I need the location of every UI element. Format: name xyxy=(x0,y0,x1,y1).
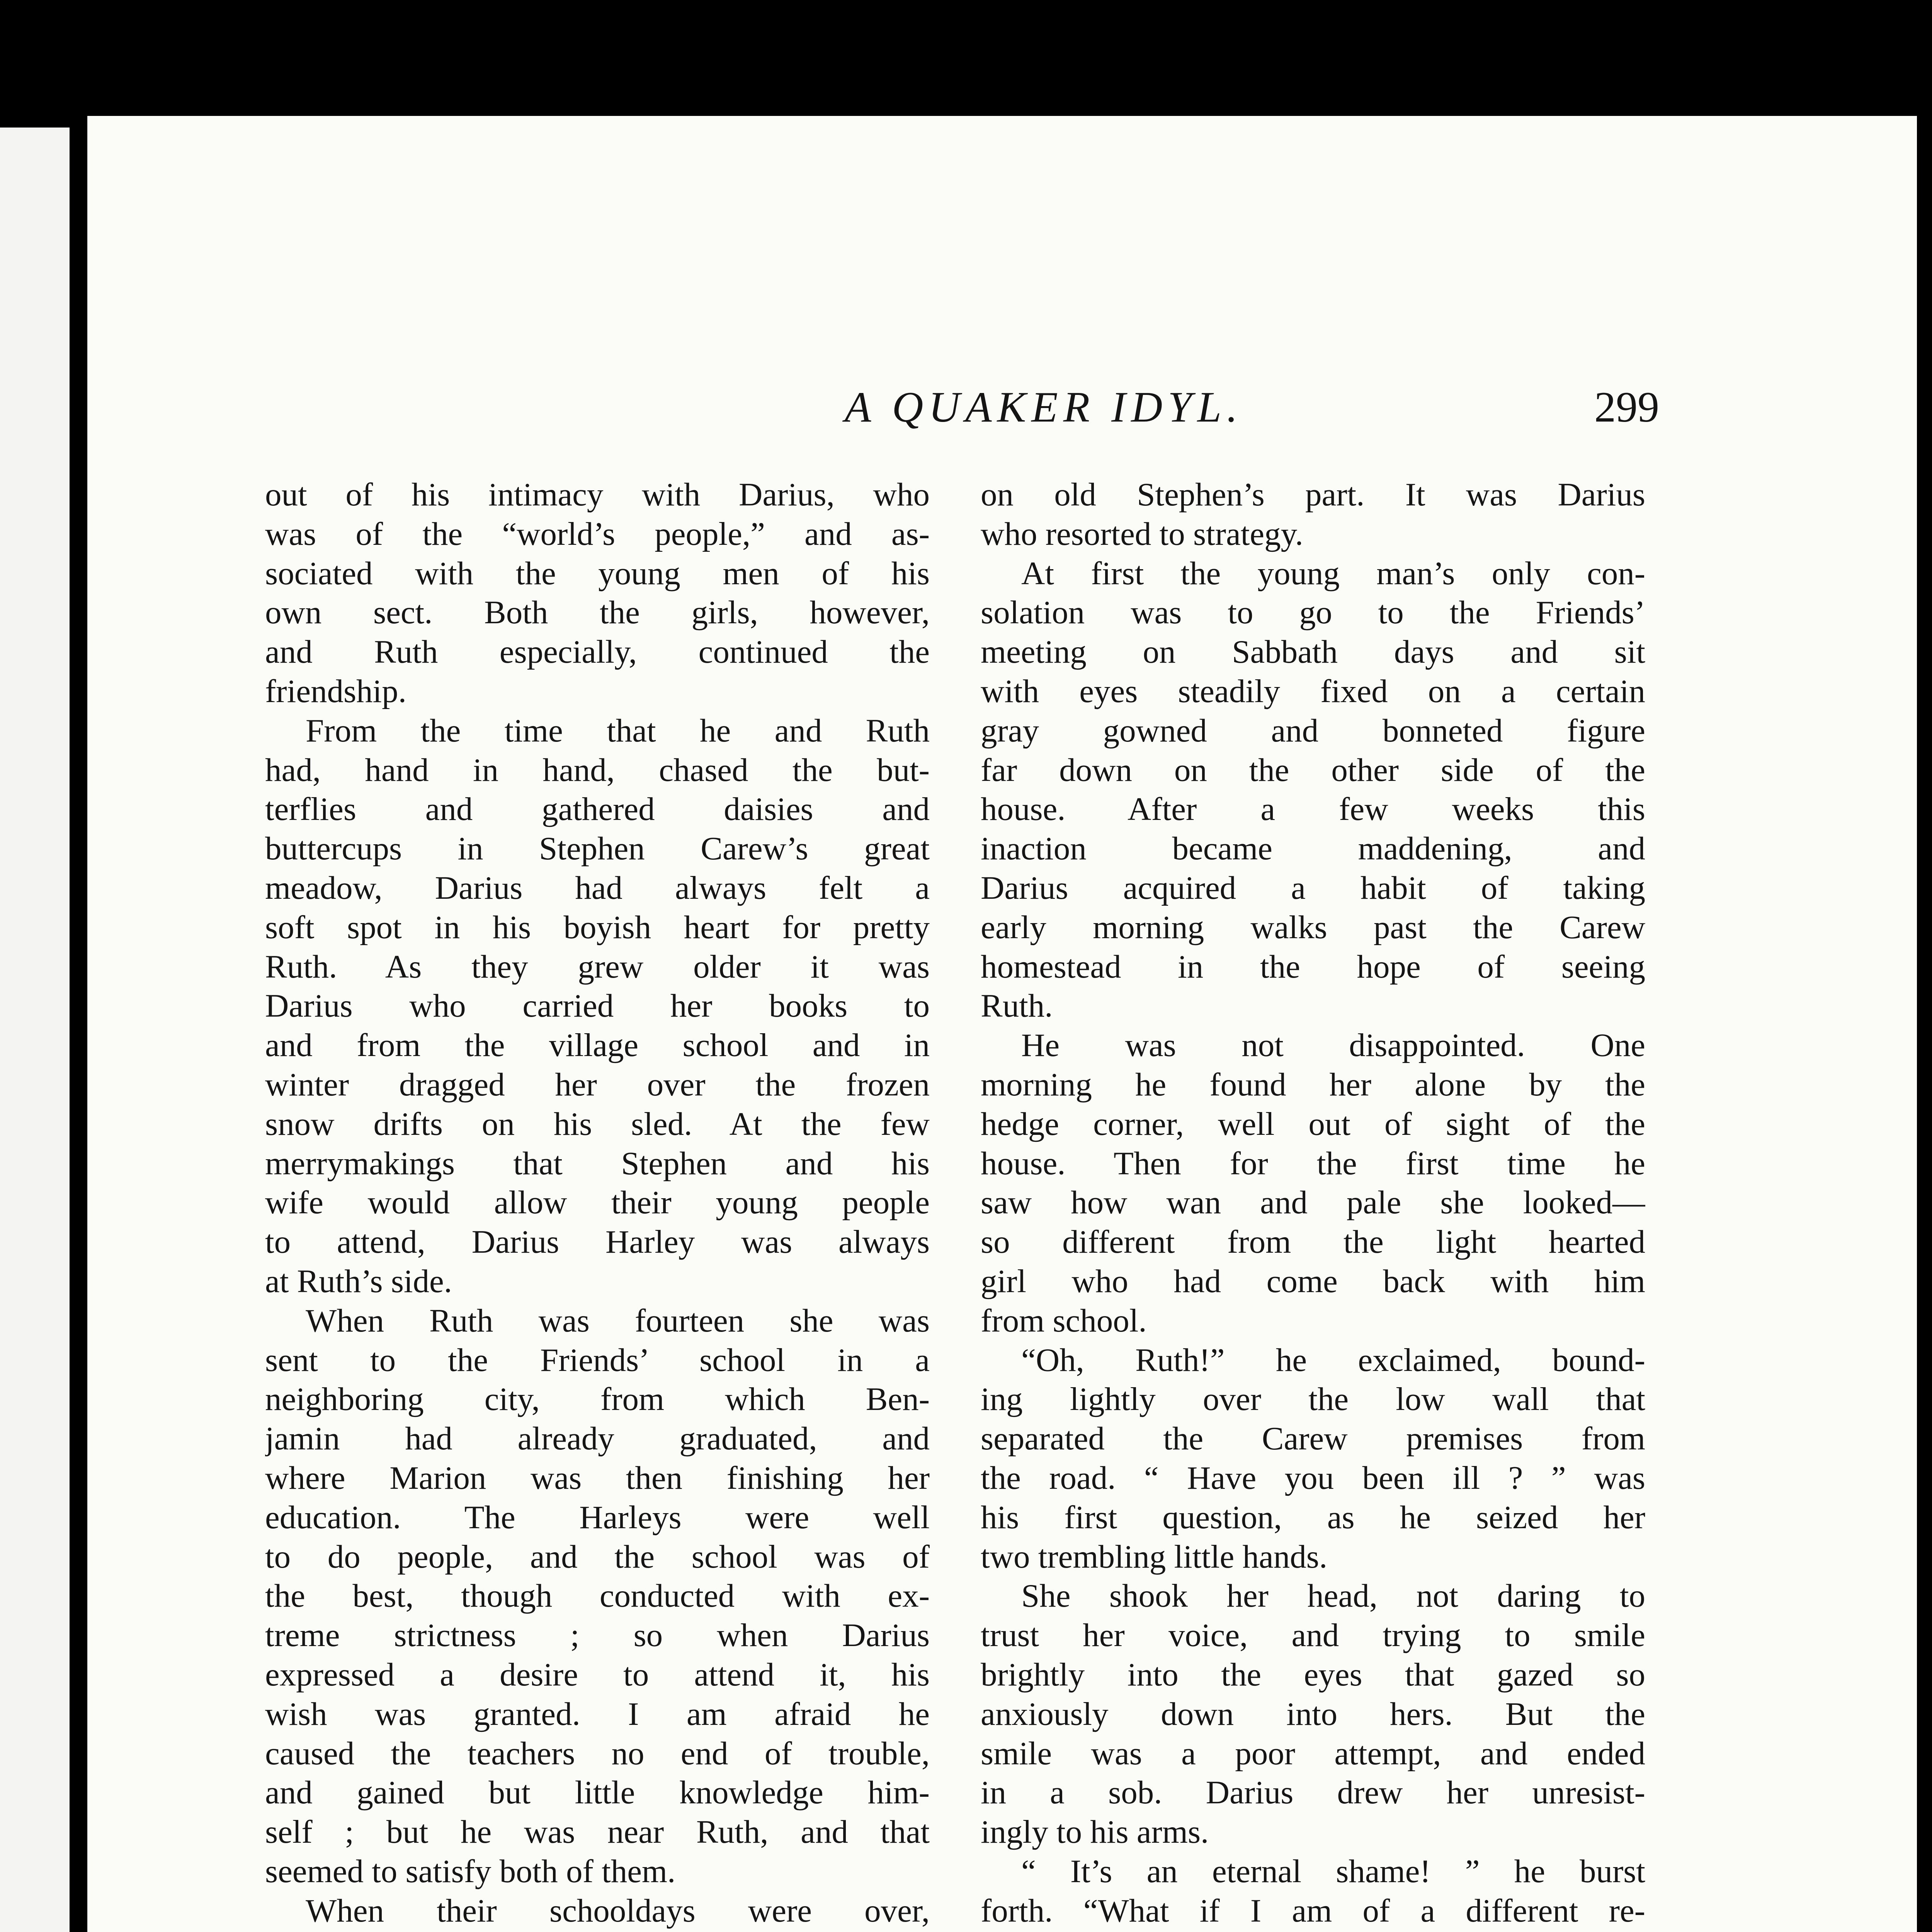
text-line: sent to the Friends’ school in a xyxy=(265,1342,930,1378)
text-line: Darius who carried her books to xyxy=(265,988,930,1024)
text-line: far down on the other side of the xyxy=(981,752,1645,788)
text-line: separated the Carew premises from xyxy=(981,1420,1645,1457)
text-line: ingly to his arms. xyxy=(981,1814,1209,1850)
text-line: anxiously down into hers. But the xyxy=(981,1696,1645,1732)
text-line: wish was granted. I am afraid he xyxy=(265,1696,930,1732)
text-line: gray gowned and bonneted figure xyxy=(981,712,1645,749)
text-column-left xyxy=(265,475,930,1932)
text-line: From the time that he and Ruth xyxy=(306,712,930,749)
text-line: Darius acquired a habit of taking xyxy=(981,869,1645,906)
text-line: terflies and gathered daisies and xyxy=(265,791,930,828)
text-line: treme strictness ; so when Darius xyxy=(265,1617,930,1654)
text-line: so different from the light hearted xyxy=(981,1224,1645,1260)
text-line: to do people, and the school was of xyxy=(265,1538,930,1575)
book-page xyxy=(87,116,1917,1932)
text-line: house. After a few weeks this xyxy=(981,791,1645,828)
text-line: When their schooldays were over, xyxy=(306,1892,930,1929)
text-line: ing lightly over the low wall that xyxy=(981,1381,1645,1418)
facing-page-edge xyxy=(0,128,70,1932)
text-line: merrymakings that Stephen and his xyxy=(265,1145,930,1182)
text-line: inaction became maddening, and xyxy=(981,830,1645,867)
text-line: Ruth. xyxy=(981,988,1053,1024)
text-line: girl who had come back with him xyxy=(981,1263,1645,1299)
text-line: She shook her head, not daring to xyxy=(1021,1578,1645,1614)
running-title: A QUAKER IDYL. xyxy=(845,383,1243,431)
text-line: hedge corner, well out of sight of the xyxy=(981,1105,1645,1142)
text-line: trust her voice, and trying to smile xyxy=(981,1617,1645,1654)
text-line: with eyes steadily fixed on a certain xyxy=(981,673,1645,709)
text-line: at Ruth’s side. xyxy=(265,1263,452,1299)
text-line: forth. “What if I am of a different re- xyxy=(981,1892,1645,1929)
text-column-right xyxy=(981,475,1645,1932)
text-line: on old Stephen’s part. It was Darius xyxy=(981,476,1645,513)
text-line: friendship. xyxy=(265,673,406,709)
text-line xyxy=(265,1930,930,1932)
text-line: expressed a desire to attend it, his xyxy=(265,1656,930,1693)
text-line: jamin had already graduated, and xyxy=(265,1420,930,1457)
text-line: education. The Harleys were well xyxy=(265,1499,930,1536)
text-line: two trembling little hands. xyxy=(981,1538,1328,1575)
text-line: in a sob. Darius drew her unresist- xyxy=(981,1774,1645,1811)
text-line: homestead in the hope of seeing xyxy=(981,948,1645,985)
text-line: the best, though conducted with ex- xyxy=(265,1578,930,1614)
text-line: his first question, as he seized her xyxy=(981,1499,1645,1536)
text-line: early morning walks past the Carew xyxy=(981,909,1645,946)
text-line: At first the young man’s only con- xyxy=(1021,555,1645,592)
page-header xyxy=(87,383,1917,433)
text-line: caused the teachers no end of trouble, xyxy=(265,1735,930,1772)
text-line: and from the village school and in xyxy=(265,1027,930,1064)
text-line: had, hand in hand, chased the but- xyxy=(265,752,930,788)
text-line: from school. xyxy=(981,1302,1147,1339)
text-line: snow drifts on his sled. At the few xyxy=(265,1105,930,1142)
text-line: morning he found her alone by the xyxy=(981,1066,1645,1103)
text-line: smile was a poor attempt, and ended xyxy=(981,1735,1645,1772)
text-line: own sect. Both the girls, however, xyxy=(265,594,930,631)
text-line: seemed to satisfy both of them. xyxy=(265,1853,676,1889)
text-line: “Oh, Ruth!” he exclaimed, bound- xyxy=(1021,1342,1645,1378)
text-line: wife would allow their young people xyxy=(265,1184,930,1221)
text-line: solation was to go to the Friends’ xyxy=(981,594,1645,631)
text-line: was of the “world’s people,” and as- xyxy=(265,515,930,552)
text-line: the road. “ Have you been ill ? ” was xyxy=(981,1459,1645,1496)
text-line: to attend, Darius Harley was always xyxy=(265,1224,930,1260)
text-line: He was not disappointed. One xyxy=(1021,1027,1645,1064)
text-line: winter dragged her over the frozen xyxy=(265,1066,930,1103)
text-line: self ; but he was near Ruth, and that xyxy=(265,1814,930,1850)
page-number: 299 xyxy=(1594,383,1659,431)
text-line: who resorted to strategy. xyxy=(981,515,1303,552)
text-line: soft spot in his boyish heart for pretty xyxy=(265,909,930,946)
text-line: Ruth. As they grew older it was xyxy=(265,948,930,985)
text-line: house. Then for the first time he xyxy=(981,1145,1645,1182)
text-line: meeting on Sabbath days and sit xyxy=(981,634,1645,670)
text-line: neighboring city, from which Ben- xyxy=(265,1381,930,1418)
text-line: saw how wan and pale she looked— xyxy=(981,1184,1645,1221)
text-line: When Ruth was fourteen she was xyxy=(306,1302,930,1339)
text-line: and gained but little knowledge him- xyxy=(265,1774,930,1811)
text-line xyxy=(981,1930,1645,1932)
text-line: buttercups in Stephen Carew’s great xyxy=(265,830,930,867)
text-line: sociated with the young men of his xyxy=(265,555,930,592)
text-line: and Ruth especially, continued the xyxy=(265,634,930,670)
text-line: “ It’s an eternal shame! ” he burst xyxy=(1021,1853,1645,1889)
text-line: meadow, Darius had always felt a xyxy=(265,869,930,906)
text-line: brightly into the eyes that gazed so xyxy=(981,1656,1645,1693)
text-line: where Marion was then finishing her xyxy=(265,1459,930,1496)
text-line: out of his intimacy with Darius, who xyxy=(265,476,930,513)
